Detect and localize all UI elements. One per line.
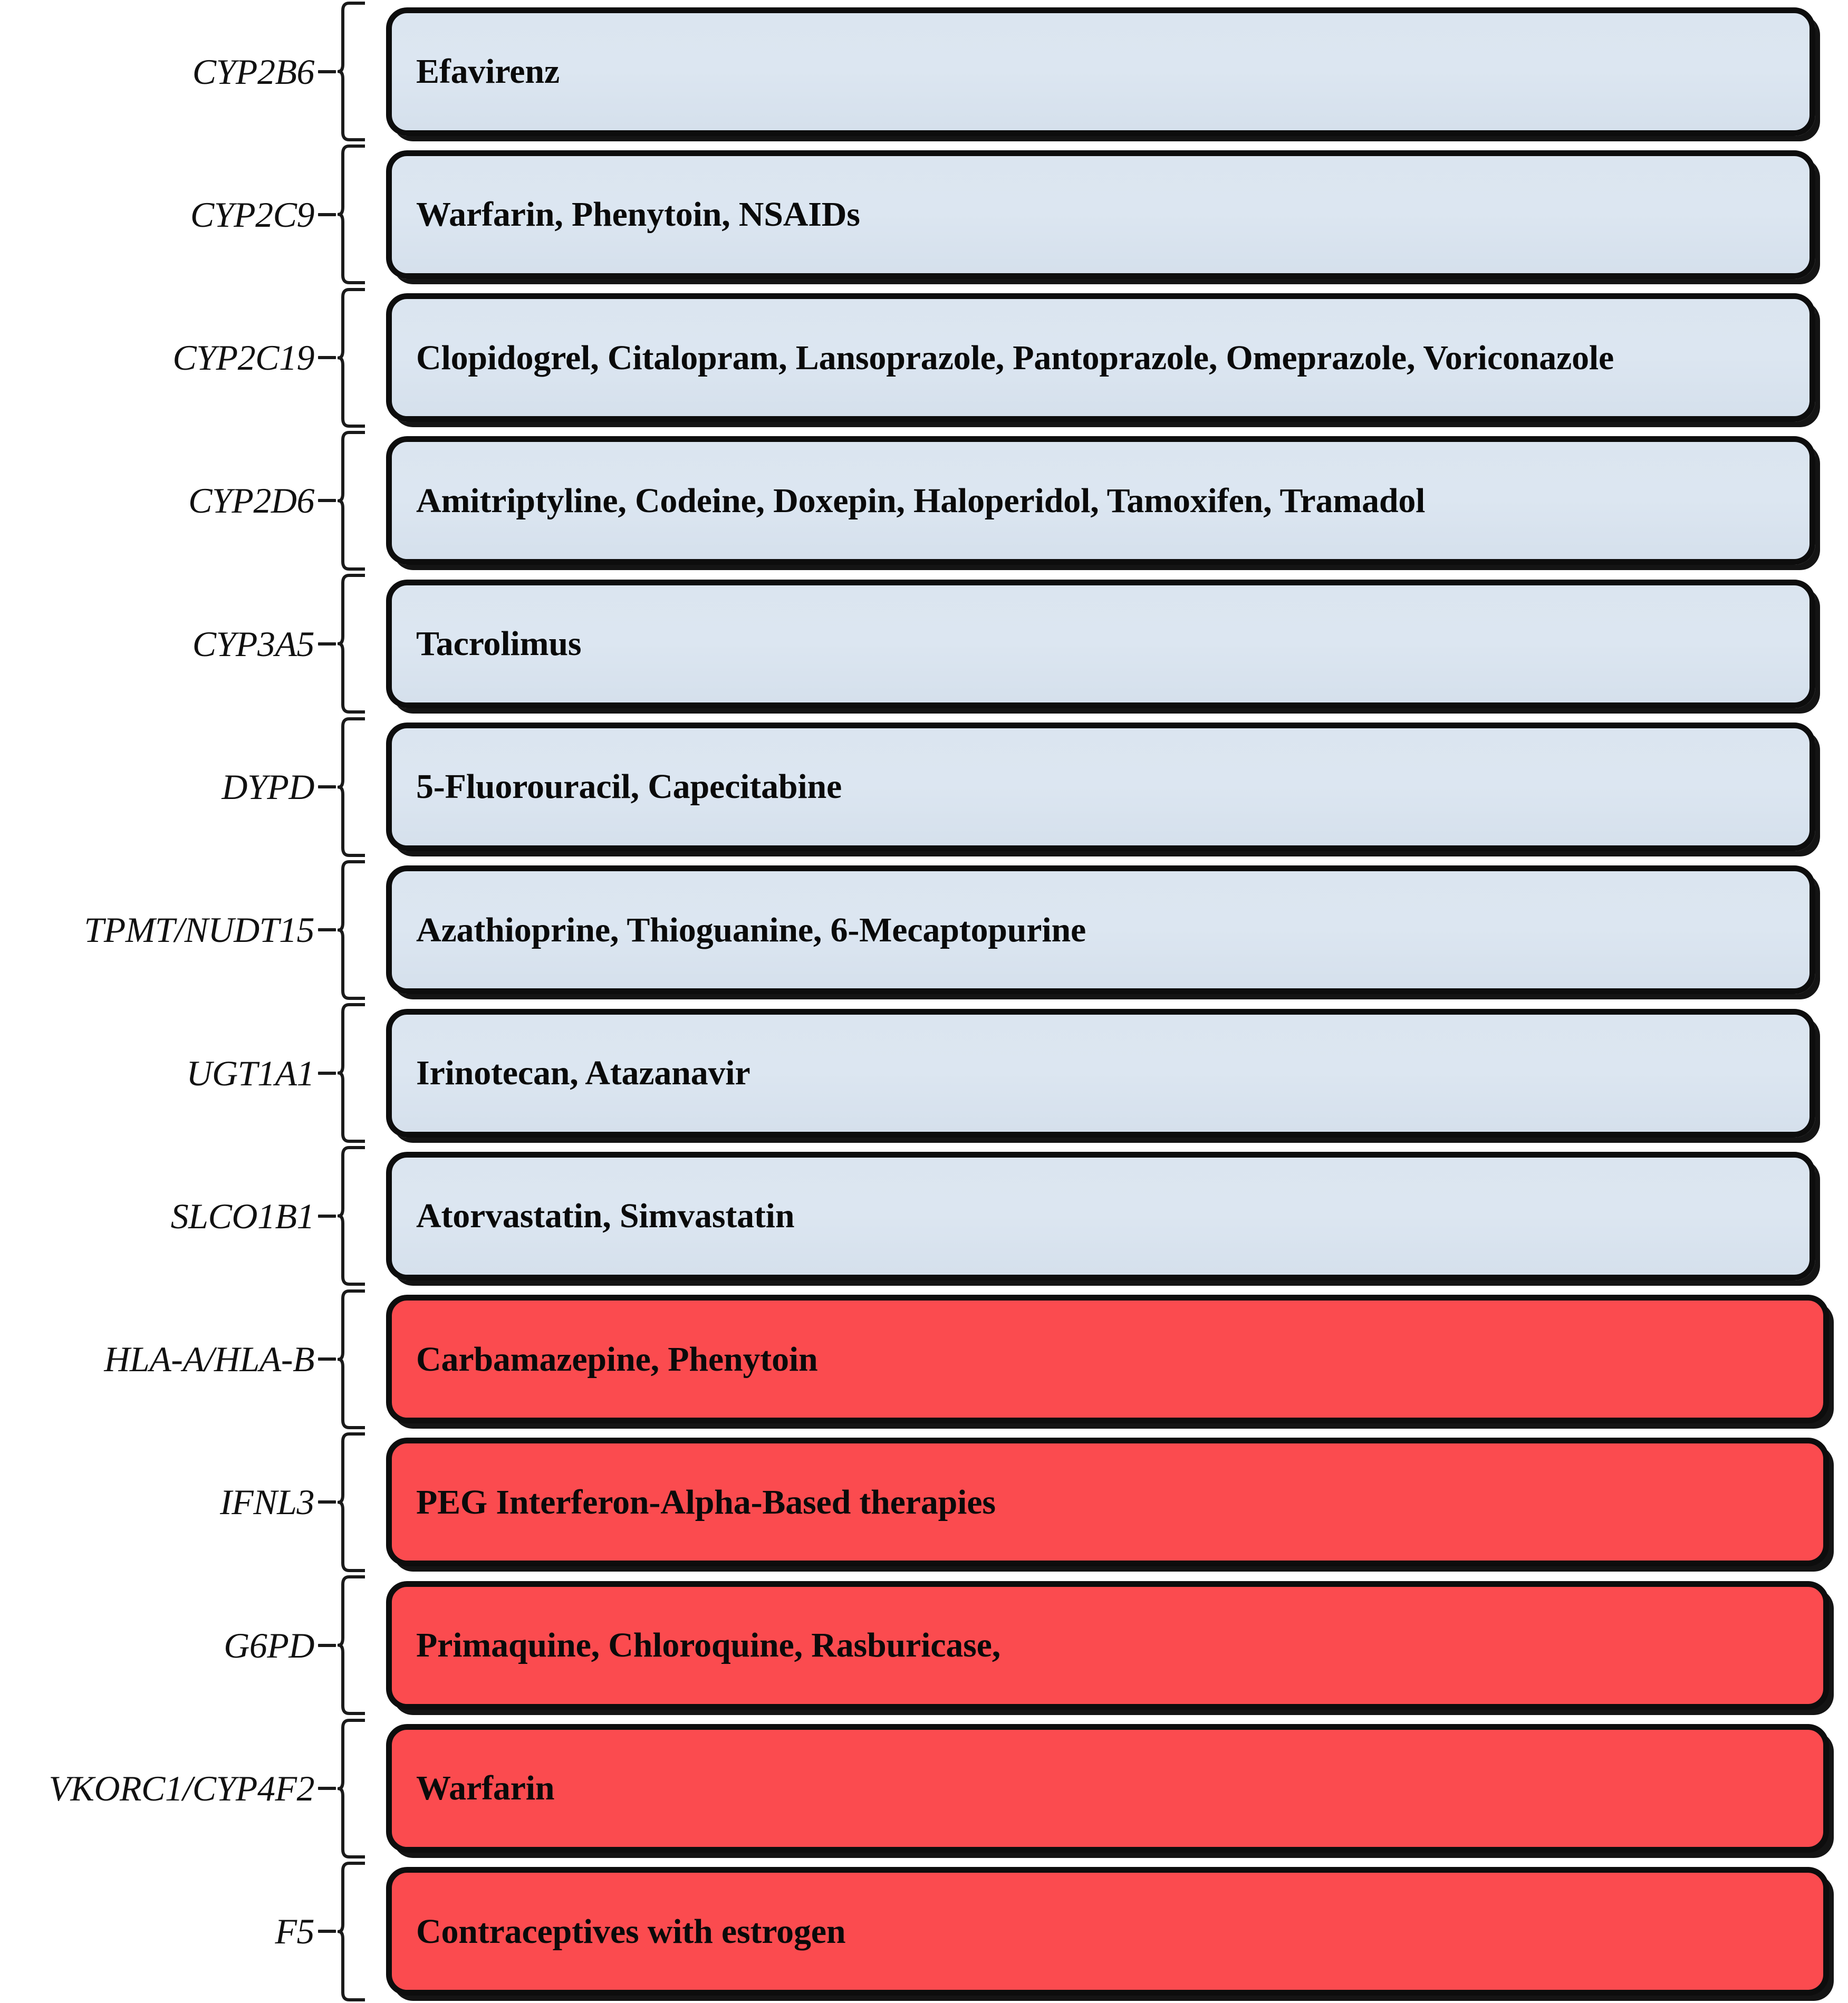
brace-box-gap — [365, 1288, 386, 1431]
drug-list-text: Primaquine, Chloroquine, Rasburicase, — [416, 1626, 1000, 1665]
gene-label: DYPD — [222, 767, 314, 807]
connector-dash-icon — [318, 1357, 336, 1361]
gene-label: CYP2D6 — [188, 480, 314, 521]
brace-cell — [338, 143, 365, 286]
gene-drug-row — [0, 572, 1848, 715]
drug-box-cell — [386, 1431, 1848, 1574]
label-connector — [316, 286, 338, 429]
gene-label-cell — [0, 1574, 316, 1717]
curly-brace-icon — [338, 859, 365, 1002]
drug-box-blue[interactable] — [386, 865, 1815, 994]
brace-box-gap — [365, 1002, 386, 1144]
curly-brace-icon — [338, 1574, 365, 1717]
gene-label-cell — [0, 1002, 316, 1144]
gene-drug-row — [0, 0, 1848, 143]
gene-label: G6PD — [224, 1625, 314, 1665]
gene-label: IFNL3 — [220, 1482, 314, 1523]
drug-box-cell — [386, 1860, 1848, 2003]
gene-drug-row — [0, 429, 1848, 572]
drug-box-cell — [386, 143, 1848, 286]
drug-box-cell — [386, 429, 1848, 572]
drug-box-blue[interactable] — [386, 150, 1815, 279]
drug-box-cell — [386, 1717, 1848, 1860]
gene-drug-row — [0, 1144, 1848, 1287]
drug-box-blue[interactable] — [386, 1152, 1815, 1280]
gene-drug-row — [0, 1574, 1848, 1717]
curly-brace-icon — [338, 716, 365, 859]
gene-label-cell — [0, 859, 316, 1002]
drug-box-cell — [386, 286, 1848, 429]
gene-label-cell — [0, 286, 316, 429]
connector-dash-icon — [318, 785, 336, 788]
gene-label-cell — [0, 715, 316, 858]
drug-list-text: PEG Interferon-Alpha-Based therapies — [416, 1482, 996, 1521]
brace-box-gap — [365, 715, 386, 858]
connector-dash-icon — [318, 213, 336, 216]
drug-list-text: Efavirenz — [416, 52, 560, 91]
curly-brace-icon — [338, 0, 365, 143]
drug-box-red[interactable] — [386, 1724, 1829, 1853]
brace-box-gap — [365, 1860, 386, 2003]
gene-label: CYP2C19 — [172, 338, 314, 378]
gene-label-cell — [0, 1860, 316, 2003]
connector-dash-icon — [318, 1215, 336, 1218]
gene-drug-row — [0, 1288, 1848, 1431]
brace-cell — [338, 1860, 365, 2003]
drug-list-text: Irinotecan, Atazanavir — [416, 1053, 750, 1092]
gene-label: CYP2C9 — [190, 194, 314, 235]
label-connector — [316, 143, 338, 286]
gene-label: CYP3A5 — [192, 623, 314, 664]
brace-box-gap — [365, 429, 386, 572]
drug-box-red[interactable] — [386, 1438, 1829, 1566]
brace-cell — [338, 859, 365, 1002]
drug-box-red[interactable] — [386, 1295, 1829, 1423]
drug-box-cell — [386, 715, 1848, 858]
gene-label: F5 — [275, 1911, 314, 1952]
curly-brace-icon — [338, 429, 365, 572]
drug-box-cell — [386, 572, 1848, 715]
gene-label-cell — [0, 1144, 316, 1287]
curly-brace-icon — [338, 1002, 365, 1144]
connector-dash-icon — [318, 1930, 336, 1933]
gene-drug-row — [0, 1717, 1848, 1860]
brace-box-gap — [365, 572, 386, 715]
drug-box-cell — [386, 1002, 1848, 1144]
gene-drug-row — [0, 1002, 1848, 1144]
label-connector — [316, 715, 338, 858]
gene-label-cell — [0, 1288, 316, 1431]
curly-brace-icon — [338, 1431, 365, 1574]
drug-box-cell — [386, 859, 1848, 1002]
gene-drug-row — [0, 286, 1848, 429]
drug-list-text: Tacrolimus — [416, 624, 582, 663]
drug-box-red[interactable] — [386, 1867, 1829, 1996]
label-connector — [316, 1574, 338, 1717]
brace-cell — [338, 1288, 365, 1431]
gene-label-cell — [0, 572, 316, 715]
brace-cell — [338, 1144, 365, 1287]
label-connector — [316, 1717, 338, 1860]
curly-brace-icon — [338, 1860, 365, 2003]
drug-box-cell — [386, 1574, 1848, 1717]
connector-dash-icon — [318, 356, 336, 359]
curly-brace-icon — [338, 286, 365, 429]
connector-dash-icon — [318, 499, 336, 502]
drug-list-text: 5-Fluorouracil, Capecitabine — [416, 767, 842, 806]
brace-box-gap — [365, 143, 386, 286]
drug-list-text: Contraceptives with estrogen — [416, 1912, 846, 1951]
drug-box-red[interactable] — [386, 1581, 1829, 1710]
label-connector — [316, 859, 338, 1002]
drug-list-text: Warfarin, Phenytoin, NSAIDs — [416, 195, 860, 234]
drug-box-blue[interactable] — [386, 436, 1815, 565]
gene-label: TPMT/NUDT15 — [84, 910, 314, 950]
gene-drug-row — [0, 1431, 1848, 1574]
label-connector — [316, 1288, 338, 1431]
brace-box-gap — [365, 1431, 386, 1574]
drug-box-blue[interactable] — [386, 580, 1815, 708]
label-connector — [316, 1144, 338, 1287]
drug-list-text: Atorvastatin, Simvastatin — [416, 1197, 795, 1236]
curly-brace-icon — [338, 143, 365, 286]
drug-box-cell — [386, 1288, 1848, 1431]
brace-box-gap — [365, 286, 386, 429]
gene-drug-row — [0, 1860, 1848, 2003]
drug-list-text: Carbamazepine, Phenytoin — [416, 1340, 818, 1379]
gene-label: SLCO1B1 — [170, 1196, 314, 1236]
drug-list-text: Warfarin — [416, 1769, 555, 1808]
brace-box-gap — [365, 1144, 386, 1287]
curly-brace-icon — [338, 572, 365, 715]
brace-box-gap — [365, 0, 386, 143]
brace-cell — [338, 1002, 365, 1144]
brace-box-gap — [365, 859, 386, 1002]
gene-drug-row — [0, 143, 1848, 286]
label-connector — [316, 1860, 338, 2003]
curly-brace-icon — [338, 1288, 365, 1431]
label-connector — [316, 429, 338, 572]
connector-dash-icon — [318, 928, 336, 931]
curly-brace-icon — [338, 1717, 365, 1860]
connector-dash-icon — [318, 642, 336, 646]
connector-dash-icon — [318, 1787, 336, 1790]
brace-box-gap — [365, 1717, 386, 1860]
gene-drug-row — [0, 715, 1848, 858]
drug-box-cell — [386, 1144, 1848, 1287]
gene-label-cell — [0, 1431, 316, 1574]
drug-box-cell — [386, 0, 1848, 143]
connector-dash-icon — [318, 1500, 336, 1504]
connector-dash-icon — [318, 1644, 336, 1647]
brace-cell — [338, 1431, 365, 1574]
label-connector — [316, 572, 338, 715]
label-connector — [316, 1002, 338, 1144]
gene-label-cell — [0, 429, 316, 572]
brace-cell — [338, 572, 365, 715]
gene-drug-row — [0, 859, 1848, 1002]
gene-label-cell — [0, 1717, 316, 1860]
brace-cell — [338, 0, 365, 143]
label-connector — [316, 1431, 338, 1574]
gene-label: HLA-A/HLA-B — [104, 1339, 314, 1380]
gene-label-cell — [0, 143, 316, 286]
drug-list-text: Azathioprine, Thioguanine, 6-Mecaptopurine — [416, 910, 1086, 949]
gene-label-cell — [0, 0, 316, 143]
brace-cell — [338, 1574, 365, 1717]
label-connector — [316, 0, 338, 143]
gene-label: VKORC1/CYP4F2 — [49, 1768, 314, 1809]
drug-box-blue[interactable] — [386, 7, 1815, 136]
drug-box-blue[interactable] — [386, 723, 1815, 851]
connector-dash-icon — [318, 70, 336, 73]
gene-label: UGT1A1 — [186, 1053, 314, 1093]
drug-list-text: Clopidogrel, Citalopram, Lansoprazole, Pantoprazole, Omeprazole, Voriconazole — [416, 338, 1614, 377]
brace-box-gap — [365, 1574, 386, 1717]
curly-brace-icon — [338, 1144, 365, 1287]
drug-box-blue[interactable] — [386, 1009, 1815, 1138]
brace-cell — [338, 429, 365, 572]
drug-box-blue[interactable] — [386, 293, 1815, 422]
brace-cell — [338, 286, 365, 429]
brace-cell — [338, 715, 365, 858]
gene-label: CYP2B6 — [192, 51, 314, 92]
connector-dash-icon — [318, 1072, 336, 1075]
brace-cell — [338, 1717, 365, 1860]
drug-list-text: Amitriptyline, Codeine, Doxepin, Haloperidol, Tamoxifen, Tramadol — [416, 481, 1426, 520]
